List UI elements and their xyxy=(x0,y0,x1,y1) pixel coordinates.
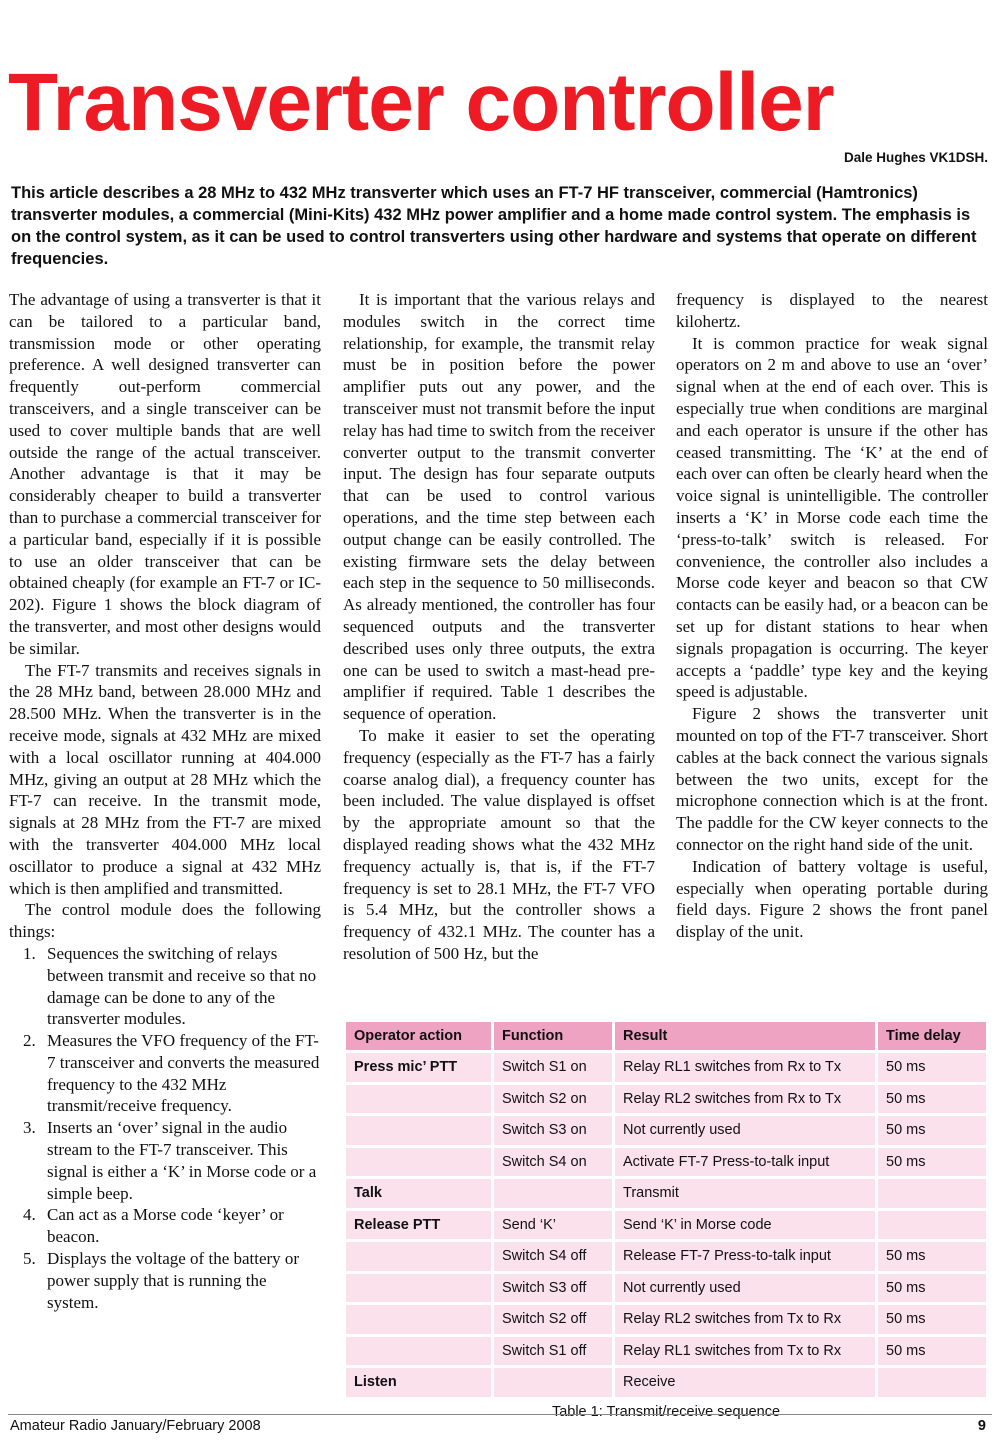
table-cell xyxy=(494,1368,612,1397)
list-number: 1. xyxy=(23,943,36,963)
table-cell: Switch S2 on xyxy=(494,1085,612,1114)
page-number: 9 xyxy=(977,1418,986,1434)
list-item xyxy=(23,943,321,1030)
table-cell xyxy=(346,1085,491,1114)
table-cell: Relay RL2 switches from Tx to Rx xyxy=(615,1305,875,1334)
table-cell: Not currently used xyxy=(615,1274,875,1303)
paragraph: The advantage of using a transverter is that it can be tailored to a particular band, transmission mode or other operating preference. A well designed transverter can frequently out-perform commercial transceivers, and a single transceiver can be used to cover multiple bands that are well outside the range of the actual transceiver. Another advantage is that it may be considerably cheaper to build a transverter than to purchase a commercial transceiver for a particular band, especially if it is possible to use an older transceiver that can be obtained cheaply (for example an FT-7 or IC-202). Figure 1 shows the block diagram of the transverter, and most other designs would be similar. xyxy=(9,290,321,658)
table-cell: Switch S1 on xyxy=(494,1053,612,1082)
list-item-text: Can act as a Morse code ‘keyer’ or beacon. xyxy=(47,1205,284,1247)
table-cell: Release FT-7 Press-to-talk input xyxy=(615,1242,875,1271)
table-cell: Switch S4 off xyxy=(494,1242,612,1271)
control-module-function-list xyxy=(9,943,321,1314)
table-row xyxy=(346,1242,986,1271)
table-caption: Table 1: Transmit/receive sequence xyxy=(551,1403,781,1420)
table-cell: Talk xyxy=(346,1179,491,1208)
table-row xyxy=(346,1053,986,1082)
table-cell: Switch S4 on xyxy=(494,1148,612,1177)
table-cell: Switch S3 on xyxy=(494,1116,612,1145)
paragraph: It is common practice for weak signal operators on 2 m and above to use an ‘over’ signal when at the end of each over. This is especially true when conditions are marginal and each operator is unsure if the other has ceased transmitting. The ‘K’ at the end of each over can often be clearly heard when the voice signal is unintelligible. The controller inserts a ‘K’ in Morse code each time the ‘press-to-talk’ switch is released. For convenience, the controller also includes a Morse code keyer and beacon so that CW contacts can be easily had, or a beacon can be set up for distant stations to hear when signals propagation is occurring. The keyer accepts a ‘paddle’ type key and the keying speed is adjustable. xyxy=(676,333,988,702)
table-cell: Press mic’ PTT xyxy=(346,1053,491,1082)
list-number: 3. xyxy=(23,1118,36,1138)
paragraph: Indication of battery voltage is useful, especially when operating portable during field days. Figure 2 shows the front panel display of the unit. xyxy=(676,856,988,942)
table-cell: 50 ms xyxy=(878,1242,986,1271)
article-abstract: This article describes a 28 MHz to 432 MHz transverter which uses an FT-7 HF transceiver, commercial (Hamtronics) transverter modules, a commercial (Mini-Kits) 432 MHz power amplifier and a home made control system. The emphasis is on the control system, as it can be used to control transverters using other hardware and systems that operate on different frequencies. xyxy=(11,184,977,268)
table-cell: 50 ms xyxy=(878,1305,986,1334)
table-header-row xyxy=(346,1022,986,1050)
table-cell: Send ‘K’ xyxy=(494,1211,612,1240)
table-cell: 50 ms xyxy=(878,1116,986,1145)
table-cell: Activate FT-7 Press-to-talk input xyxy=(615,1148,875,1177)
table-cell: Transmit xyxy=(615,1179,875,1208)
table-1-container xyxy=(343,1019,989,1420)
paragraph: The control module does the following things: xyxy=(9,900,321,942)
list-item-text: Inserts an ‘over’ signal in the audio stream to the FT-7 transceiver. This signal is either a ‘K’ in Morse code or a simple beep. xyxy=(47,1118,317,1203)
column-3 xyxy=(676,289,988,943)
table-row xyxy=(346,1337,986,1366)
table-row xyxy=(346,1085,986,1114)
column-header: Time delay xyxy=(878,1022,986,1050)
table-row xyxy=(346,1211,986,1240)
table-cell: 50 ms xyxy=(878,1053,986,1082)
table-row xyxy=(346,1179,986,1208)
list-number: 4. xyxy=(23,1205,36,1225)
table-cell: Switch S1 off xyxy=(494,1337,612,1366)
table-cell xyxy=(346,1274,491,1303)
article-title: Transverter controller xyxy=(8,57,834,148)
column-header: Operator action xyxy=(346,1022,491,1050)
paragraph: To make it easier to set the operating frequency (especially as the FT-7 has a fairly coarse analog dial), a frequency counter has been included. The value displayed is offset by the appropriate amount so that the displayed reading shows what the 432 MHz frequency actually is, that is, if the FT-7 frequency is set to 28.1 MHz, the FT-7 VFO is 5.4 MHz, but the controller shows a frequency of 432.1 MHz. The counter has a resolution of 500 Hz, but the xyxy=(343,725,655,963)
table-cell xyxy=(346,1337,491,1366)
table-cell: 50 ms xyxy=(878,1085,986,1114)
table-cell: 50 ms xyxy=(878,1337,986,1366)
paragraph: It is important that the various relays and modules switch in the correct time relationship, for example, the transmit relay must be in position before the power amplifier puts out any power, and the transceiver must not transmit before the input relay has had time to switch from the receiver converter output to the transmit converter input. The design has four separate outputs that can be used to control various operations, and the time step between each output change can be easily controlled. The existing firmware sets the delay between each step in the sequence to 50 milliseconds. As already mentioned, the controller has four sequenced outputs and the transverter described uses only three outputs, the extra one can be used to switch a mast-head pre-amplifier if required. Table 1 describes the sequence of operation. xyxy=(343,290,655,724)
table-cell xyxy=(878,1179,986,1208)
table-row xyxy=(346,1305,986,1334)
table-cell: Release PTT xyxy=(346,1211,491,1240)
table-cell: Listen xyxy=(346,1368,491,1397)
table-cell: Send ‘K’ in Morse code xyxy=(615,1211,875,1240)
list-item-text: Sequences the switching of relays between transmit and receive so that no damage can be done to any of the transverter modules. xyxy=(47,943,317,1029)
footer-divider xyxy=(8,1414,992,1415)
column-2 xyxy=(343,289,655,965)
table-cell: Relay RL2 switches from Rx to Tx xyxy=(615,1085,875,1114)
table-row xyxy=(346,1274,986,1303)
list-item-text: Measures the VFO frequency of the FT-7 transceiver and converts the measured frequency to the 432 MHz transmit/receive frequency. xyxy=(47,1031,320,1116)
table-cell: 50 ms xyxy=(878,1274,986,1303)
list-item-text: Displays the voltage of the battery or power supply that is running the system. xyxy=(47,1249,300,1312)
table-cell: Switch S3 off xyxy=(494,1274,612,1303)
column-1 xyxy=(9,289,321,1313)
list-item xyxy=(23,1030,321,1117)
paragraph: Figure 2 shows the transverter unit mounted on top of the FT-7 transceiver. Short cables at the back connect the various signals between the two units, except for the microphone connection which is at the front. The paddle for the CW keyer connects to the connector on the right hand side of the unit. xyxy=(676,704,988,854)
table-cell: Switch S2 off xyxy=(494,1305,612,1334)
transmit-receive-sequence-table xyxy=(343,1019,989,1400)
list-number: 5. xyxy=(23,1249,36,1269)
table-cell: 50 ms xyxy=(878,1148,986,1177)
list-item xyxy=(23,1117,321,1204)
table-row xyxy=(346,1116,986,1145)
table-cell: Not currently used xyxy=(615,1116,875,1145)
table-cell xyxy=(878,1211,986,1240)
table-cell xyxy=(346,1242,491,1271)
table-row xyxy=(346,1368,986,1397)
table-row xyxy=(346,1148,986,1177)
table-cell xyxy=(494,1179,612,1208)
column-header: Result xyxy=(615,1022,875,1050)
table-cell: Receive xyxy=(615,1368,875,1397)
author-byline: Dale Hughes VK1DSH. xyxy=(843,150,988,165)
footer-publication: Amateur Radio January/February 2008 xyxy=(10,1418,261,1434)
list-number: 2. xyxy=(23,1031,36,1051)
column-header: Function xyxy=(494,1022,612,1050)
list-item xyxy=(23,1248,321,1313)
table-cell xyxy=(346,1116,491,1145)
table-cell: Relay RL1 switches from Rx to Tx xyxy=(615,1053,875,1082)
table-cell xyxy=(878,1368,986,1397)
paragraph: The FT-7 transmits and receives signals in the 28 MHz band, between 28.000 MHz and 28.500 MHz. When the transverter is in the receive mode, signals at 432 MHz are mixed with a local oscillator running at 404.000 MHz, giving an output at 28 MHz which the FT-7 can receive. In the transmit mode, signals at 28 MHz from the FT-7 are mixed with the transverter 404.000 MHz local oscillator to produce a signal at 432 MHz which is then amplified and transmitted. xyxy=(9,660,321,898)
table-cell xyxy=(346,1148,491,1177)
list-item xyxy=(23,1204,321,1248)
paragraph: frequency is displayed to the nearest kilohertz. xyxy=(676,290,988,331)
table-cell: Relay RL1 switches from Tx to Rx xyxy=(615,1337,875,1366)
table-cell xyxy=(346,1305,491,1334)
